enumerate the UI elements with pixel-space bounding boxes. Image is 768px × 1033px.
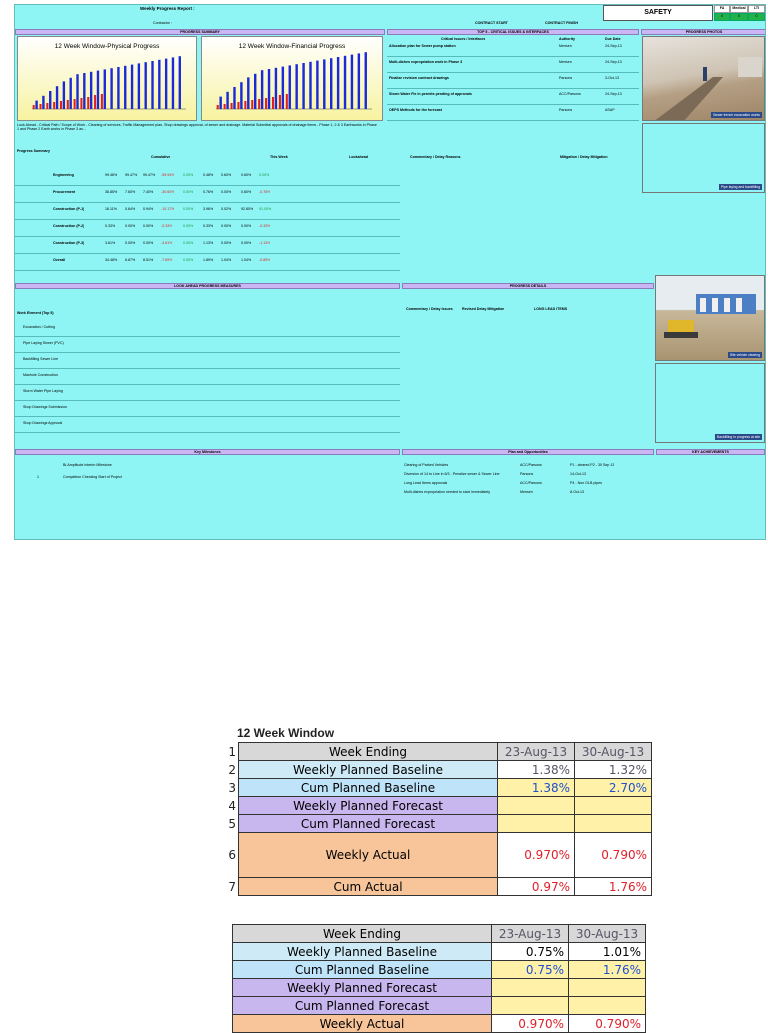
lookahead-divider bbox=[15, 336, 400, 337]
week-2-value: 30-Aug-13 bbox=[575, 743, 652, 761]
summary-cell: 0.00% bbox=[143, 224, 154, 228]
planned-bar bbox=[254, 74, 256, 109]
planned-bar bbox=[76, 74, 78, 109]
issue-text: OEPS Methods for the forecast bbox=[389, 108, 442, 112]
planned-bar bbox=[179, 56, 181, 109]
planned-bar bbox=[330, 58, 332, 109]
zoom-row bbox=[233, 943, 646, 961]
week-2-value: 0.790% bbox=[575, 833, 652, 878]
issue-party: Mensen bbox=[559, 44, 572, 48]
zoom-table-1 bbox=[222, 742, 652, 896]
look-ahead-bar: LOOK AHEAD PROGRESS MEASURES bbox=[15, 283, 400, 289]
row-label: Cum Planned Forecast bbox=[239, 815, 498, 833]
row-number: 3 bbox=[228, 780, 236, 795]
row-label: Cum Planned Forecast bbox=[233, 997, 492, 1015]
actual-bar bbox=[265, 98, 267, 109]
summary-cell: 18.11% bbox=[105, 207, 117, 211]
planned-bar bbox=[138, 63, 140, 109]
lookahead-table bbox=[15, 295, 400, 440]
planned-bar bbox=[117, 67, 119, 109]
issue-text: Multi-dishes expropriation work in Phase 3 bbox=[389, 60, 463, 64]
actual-bar bbox=[80, 98, 82, 109]
planned-bar bbox=[49, 91, 51, 109]
row-label: Weekly Actual bbox=[239, 833, 498, 878]
issue-divider bbox=[387, 120, 639, 121]
week-1-value: 1.38% bbox=[498, 761, 575, 779]
actual-bar bbox=[279, 95, 281, 109]
week-2-value bbox=[575, 815, 652, 833]
actual-bar bbox=[224, 104, 226, 109]
plan-date: P1 - cleared P2 - 30 Sep 13 bbox=[570, 463, 615, 467]
row-label: Cum Planned Baseline bbox=[239, 779, 498, 797]
safety-box: SAFETY bbox=[603, 5, 713, 21]
summary-cell: 0.64% bbox=[125, 207, 136, 211]
planned-bar bbox=[131, 65, 133, 109]
planned-bar bbox=[358, 53, 360, 109]
actual-bar bbox=[251, 100, 253, 109]
summary-cell: 0.00% bbox=[241, 224, 252, 228]
actual-bar bbox=[237, 102, 239, 109]
summary-cell: 34.48% bbox=[105, 258, 118, 262]
zoom-row bbox=[222, 761, 652, 779]
summary-divider bbox=[15, 185, 400, 186]
planned-bar bbox=[316, 61, 318, 109]
contract-finish-label: CONTRACT FINISH bbox=[545, 21, 578, 25]
actual-bar bbox=[286, 94, 288, 109]
issue-divider bbox=[387, 88, 639, 89]
week-2-value: 1.76% bbox=[575, 878, 652, 896]
plan-by: Parsons bbox=[520, 472, 534, 476]
photo-2-caption: Pipe laying and backfilling bbox=[720, 185, 760, 189]
progress-summary-bar: PROGRESS SUMMARY bbox=[15, 29, 385, 35]
milestone-desc: Bi-Amplitude Interim Milestone bbox=[63, 463, 112, 467]
planned-bar bbox=[337, 57, 339, 109]
milestone-desc: Completion Checking Start of Project bbox=[63, 475, 122, 479]
milestone-list bbox=[15, 457, 400, 517]
zoom-row bbox=[222, 779, 652, 797]
planned-bar bbox=[124, 66, 126, 109]
physical-chart-svg bbox=[18, 37, 198, 122]
summary-cell: -10.17% bbox=[161, 207, 175, 211]
summary-cell: 1.89% bbox=[203, 258, 214, 262]
week-2-value: 30-Aug-13 bbox=[569, 925, 646, 943]
planned-bar bbox=[309, 62, 311, 109]
critical-issues-list bbox=[387, 36, 639, 124]
summary-cell: 0.00% bbox=[221, 224, 232, 228]
lookahead-divider bbox=[15, 416, 400, 417]
safety-value-lti: 0 bbox=[748, 13, 765, 21]
summary-cell: 6.87% bbox=[125, 258, 136, 262]
row-number: 6 bbox=[228, 848, 236, 862]
row-label: Weekly Planned Baseline bbox=[233, 943, 492, 961]
financial-chart-svg bbox=[202, 37, 384, 122]
progress-details-bar: PROGRESS DETAILS bbox=[402, 283, 654, 289]
issue-date: 3-Oct-13 bbox=[605, 76, 619, 80]
lookahead-row-label: Shop Drawings Submission bbox=[23, 405, 67, 409]
actual-bar bbox=[87, 97, 89, 109]
actual-bar bbox=[33, 105, 35, 109]
planned-bar bbox=[104, 69, 106, 109]
summary-cell: 0.00% bbox=[183, 207, 194, 211]
lookahead-row-label: Manhole Construction bbox=[23, 373, 58, 377]
week-1-value bbox=[498, 815, 575, 833]
summary-row-label: Engineering bbox=[53, 173, 74, 177]
actual-bar bbox=[94, 95, 96, 109]
lookahead-row-label: Storm Water Pipe Laying bbox=[23, 389, 63, 393]
actual-bar bbox=[67, 100, 69, 109]
summary-cell: 1.04% bbox=[241, 258, 252, 262]
issue-text: Finalize revision contract drawings bbox=[389, 76, 449, 80]
lookahead-row-label: Backfilling Sewer Line bbox=[23, 357, 59, 361]
summary-cell: 91.00% bbox=[259, 207, 272, 211]
planned-bar bbox=[268, 69, 270, 109]
plan-date: P4 - Non OLB pipes bbox=[570, 481, 602, 485]
plan-list bbox=[402, 457, 654, 517]
issue-divider bbox=[387, 104, 639, 105]
zoom-row bbox=[233, 925, 646, 943]
summary-cell: 0.33% bbox=[203, 224, 214, 228]
week-1-value: 0.970% bbox=[492, 1015, 569, 1033]
actual-bar bbox=[101, 94, 103, 109]
photo-3-svg bbox=[656, 276, 765, 361]
week-2-value: 1.01% bbox=[569, 943, 646, 961]
issue-party: Parsons bbox=[559, 108, 573, 112]
summary-cell: -30.60% bbox=[161, 190, 175, 194]
key-milestones-bar: Key Milestones bbox=[15, 449, 400, 455]
report-title: Weekly Progress Report : bbox=[140, 6, 195, 11]
week-1-value bbox=[492, 979, 569, 997]
issue-date: ASAP bbox=[605, 108, 615, 112]
progress-photo-3 bbox=[655, 275, 765, 361]
planned-bar bbox=[83, 73, 85, 109]
safety-header-medical: Medical bbox=[730, 5, 748, 13]
actual-bar bbox=[272, 97, 274, 109]
summary-divider bbox=[15, 236, 400, 237]
summary-row-label: Construction (P-1) bbox=[53, 207, 85, 211]
lookahead-row-label: Excavation / Cutting bbox=[23, 325, 55, 329]
zoom-row bbox=[222, 797, 652, 815]
week-2-value: 1.76% bbox=[569, 961, 646, 979]
issue-party: Parsons bbox=[559, 76, 573, 80]
summary-cell: 0.00% bbox=[183, 241, 194, 245]
row-label: Weekly Planned Baseline bbox=[239, 761, 498, 779]
summary-cell: 92.80% bbox=[241, 207, 254, 211]
actual-bar bbox=[74, 99, 76, 109]
summary-cell: 0.00% bbox=[183, 173, 194, 177]
physical-chart-title: 12 Week Window-Physical Progress bbox=[54, 43, 160, 50]
photo-1-svg bbox=[643, 37, 765, 121]
row-label: Weekly Actual bbox=[233, 1015, 492, 1033]
financial-progress-chart bbox=[201, 36, 383, 121]
summary-cell: 0.00% bbox=[221, 241, 232, 245]
row-number: 2 bbox=[228, 762, 236, 777]
progress-photo-2-area bbox=[642, 123, 765, 193]
issue-text: Storm Water Fix in permits pending of approvals bbox=[389, 92, 472, 96]
planned-bar bbox=[302, 63, 304, 109]
zoom-row bbox=[233, 997, 646, 1015]
plan-text: Clearing of Parked Vehicles bbox=[404, 463, 449, 467]
photo-4-caption: Backfilling in progress at site bbox=[717, 435, 760, 439]
summary-cell: 0.00% bbox=[241, 241, 252, 245]
planned-bar bbox=[158, 60, 160, 109]
plan-by: ACC/Parsons bbox=[520, 463, 542, 467]
summary-cell: 0.02% bbox=[221, 207, 232, 211]
zoom-row bbox=[222, 833, 652, 878]
week-1-value: 1.38% bbox=[498, 779, 575, 797]
summary-row-label: Construction (P-3) bbox=[53, 241, 85, 245]
planned-bar bbox=[35, 101, 37, 109]
planned-bar bbox=[97, 71, 99, 109]
summary-cell: 0.00% bbox=[143, 241, 154, 245]
safety-value-fa: 0 bbox=[714, 13, 730, 21]
critical-issues-bar: TOP 5 - CRITICAL ISSUES & INTERFACES bbox=[387, 29, 639, 35]
zoom-row bbox=[222, 815, 652, 833]
plan-date: 14-Oct-13 bbox=[570, 472, 586, 476]
planned-bar bbox=[351, 55, 353, 109]
physical-progress-chart bbox=[17, 36, 197, 121]
lookahead-divider bbox=[15, 352, 400, 353]
planned-bar bbox=[365, 52, 367, 109]
notes-text: Look Ahead - Critical Path / Scope of Work - Cleaning of services, Traffic Management plan, Shop drawings approval, of sewer and drainage. Material Submittal approvals of drainage items - Phase 1, 2 & 3 Earthworks in Phase 1 and Phase 2 Earth works in Phase 3 as... bbox=[17, 123, 377, 132]
week-1-value: 0.75% bbox=[492, 943, 569, 961]
progress-photos-bar: PROGRESS PHOTOS bbox=[641, 29, 766, 35]
summary-cell: 7.60% bbox=[125, 190, 136, 194]
planned-bar bbox=[145, 62, 147, 109]
financial-chart-title: 12 Week Window-Financial Progress bbox=[238, 43, 346, 50]
week-1-value bbox=[492, 997, 569, 1015]
summary-cell: -0.76% bbox=[259, 190, 271, 194]
actual-bar bbox=[258, 99, 260, 109]
summary-row-label: Overall bbox=[53, 258, 66, 262]
summary-cell: -0.33% bbox=[259, 224, 271, 228]
planned-bar bbox=[226, 92, 228, 109]
issues-header: Critical Issues / Interfaces bbox=[441, 37, 486, 41]
actual-bar bbox=[231, 103, 233, 109]
photo-3-caption: Site vehicle clearing bbox=[729, 353, 760, 357]
summary-cell: 0.60% bbox=[241, 173, 252, 177]
progress-photo-1 bbox=[642, 36, 765, 121]
lookahead-header: Lookahead bbox=[349, 155, 368, 159]
long-lead-header: LONG LEAD ITEMS bbox=[534, 307, 568, 311]
lookahead-divider bbox=[15, 384, 400, 385]
week-2-value: 0.790% bbox=[569, 1015, 646, 1033]
actual-bar bbox=[60, 101, 62, 109]
week-1-value: 0.97% bbox=[498, 878, 575, 896]
actual-bar bbox=[217, 105, 219, 109]
week-2-value: 2.70% bbox=[575, 779, 652, 797]
summary-cell: 0.48% bbox=[203, 173, 214, 177]
actual-bar bbox=[46, 103, 48, 109]
planned-bar bbox=[282, 67, 284, 109]
planned-bar bbox=[247, 77, 249, 109]
row-number: 5 bbox=[228, 816, 236, 831]
photo-1-caption: Sewer trench excavation works bbox=[713, 113, 760, 117]
summary-cell: 0.60% bbox=[221, 173, 232, 177]
work-element-header: Work Element (Top 5) bbox=[17, 311, 54, 315]
row-label: Weekly Planned Forecast bbox=[239, 797, 498, 815]
issue-divider bbox=[387, 72, 639, 73]
safety-header-fa: FA bbox=[714, 5, 730, 13]
plan-text: Multi-dishes expropriation needed to start immediately bbox=[404, 490, 491, 494]
cumulative-header: Cumulative bbox=[151, 155, 171, 159]
revised-delay-header: Revised Delay Mitigation bbox=[462, 307, 505, 311]
contract-start-label: CONTRACT START bbox=[475, 21, 508, 25]
progress-photo-4-area bbox=[655, 363, 765, 443]
actual-bar bbox=[40, 104, 42, 109]
summary-cell: 0.00% bbox=[221, 190, 232, 194]
plan-date: 8-Oct-13 bbox=[570, 490, 584, 494]
planned-bar bbox=[323, 59, 325, 109]
summary-row-label: Construction (P-2) bbox=[53, 224, 85, 228]
planned-bar bbox=[240, 82, 242, 109]
zoom-title: 12 Week Window bbox=[237, 726, 335, 740]
week-1-value: 0.970% bbox=[498, 833, 575, 878]
week-2-value bbox=[575, 797, 652, 815]
summary-cell: -1.13% bbox=[259, 241, 271, 245]
planned-bar bbox=[172, 57, 174, 109]
summary-divider bbox=[15, 270, 400, 271]
summary-cell: -0.85% bbox=[259, 258, 271, 262]
details-commentary-header: Commentary / Delay Issues bbox=[406, 307, 453, 311]
planned-bar bbox=[56, 86, 58, 109]
planned-bar bbox=[63, 81, 65, 109]
milestone-number: 1 bbox=[37, 475, 39, 479]
summary-cell: 3.61% bbox=[105, 241, 116, 245]
summary-cell: 99.47% bbox=[125, 173, 138, 177]
zoom-table-2 bbox=[232, 924, 646, 1033]
summary-cell: 3.96% bbox=[203, 207, 214, 211]
authority-header: Authority bbox=[559, 37, 575, 41]
summary-cell: 0.76% bbox=[203, 190, 214, 194]
row-label: Week Ending bbox=[239, 743, 498, 761]
summary-cell: 0.00% bbox=[183, 224, 194, 228]
progress-details-panel bbox=[402, 295, 654, 440]
planned-bar bbox=[151, 61, 153, 109]
planned-bar bbox=[295, 64, 297, 109]
summary-cell: 99.47% bbox=[143, 173, 156, 177]
summary-cell: 99.46% bbox=[105, 173, 118, 177]
week-2-value: 1.32% bbox=[575, 761, 652, 779]
issue-party: Mensen bbox=[559, 60, 572, 64]
row-label: Cum Planned Baseline bbox=[233, 961, 492, 979]
summary-cell: 0.00% bbox=[183, 258, 194, 262]
summary-divider bbox=[15, 202, 400, 203]
summary-divider bbox=[15, 219, 400, 220]
row-label: Week Ending bbox=[233, 925, 492, 943]
summary-cell: 0.00% bbox=[259, 173, 270, 177]
zoom-row bbox=[233, 961, 646, 979]
plan-text: Diversion of 14 to Line in 6/3 - Penalize sewer & Sewer Line bbox=[404, 472, 500, 476]
progress-summary-table bbox=[15, 149, 400, 281]
summary-cell: 7.40% bbox=[143, 190, 154, 194]
progress-report-sheet bbox=[14, 4, 766, 540]
zoom-row bbox=[233, 979, 646, 997]
week-1-value: 0.75% bbox=[492, 961, 569, 979]
planned-bar bbox=[261, 70, 263, 109]
plan-by: ACC/Parsons bbox=[520, 481, 542, 485]
summary-cell: -99.94% bbox=[161, 173, 175, 177]
summary-cell: 36.85% bbox=[105, 190, 118, 194]
planned-bar bbox=[70, 78, 72, 109]
summary-cell: 0.00% bbox=[183, 190, 194, 194]
lookahead-divider bbox=[15, 368, 400, 369]
week-2-value bbox=[569, 997, 646, 1015]
plan-opportunities-bar: Plan and Opportunities bbox=[402, 449, 654, 455]
summary-divider bbox=[15, 253, 400, 254]
row-label: Cum Actual bbox=[239, 878, 498, 896]
plan-by: Mensen bbox=[520, 490, 533, 494]
planned-bar bbox=[219, 97, 221, 109]
planned-bar bbox=[344, 56, 346, 109]
lookahead-row-label: Shop Drawings Approval bbox=[23, 421, 63, 425]
plan-text: Long Lead Items approvals bbox=[404, 481, 448, 485]
actual-bar bbox=[53, 102, 55, 109]
week-1-value bbox=[498, 797, 575, 815]
row-number: 1 bbox=[228, 744, 236, 759]
actual-bar bbox=[244, 101, 246, 109]
commentary-header: Commentary / Delay Reasons bbox=[410, 155, 461, 159]
row-label: Weekly Planned Forecast bbox=[233, 979, 492, 997]
lookahead-divider bbox=[15, 400, 400, 401]
lookahead-row-label: Pipe Laying Sewer (PVC) bbox=[23, 341, 64, 345]
issue-divider bbox=[387, 56, 639, 57]
week-2-value bbox=[569, 979, 646, 997]
summary-cell: 1.04% bbox=[221, 258, 232, 262]
row-number: 7 bbox=[228, 879, 236, 894]
planned-bar bbox=[289, 65, 291, 109]
summary-cell: 8.51% bbox=[143, 258, 154, 262]
planned-bar bbox=[42, 96, 44, 109]
issue-date: 24-Sep-13 bbox=[605, 44, 622, 48]
summary-cell: -7.69% bbox=[161, 258, 173, 262]
issue-date: 24-Sep-13 bbox=[605, 92, 622, 96]
summary-cell: 1.13% bbox=[203, 241, 214, 245]
planned-bar bbox=[165, 59, 167, 109]
week-1-value: 23-Aug-13 bbox=[498, 743, 575, 761]
issue-text: Allocation plan for Sewer pump station bbox=[389, 44, 456, 48]
commentary-panel bbox=[400, 155, 640, 281]
planned-bar bbox=[233, 87, 235, 109]
issue-date: 24-Sep-13 bbox=[605, 60, 622, 64]
planned-bar bbox=[275, 68, 277, 109]
summary-cell: 0.94% bbox=[143, 207, 154, 211]
mitigation-header: Mitigation / Delay Mitigation bbox=[560, 155, 608, 159]
safety-header-lti: LTI bbox=[748, 5, 765, 13]
summary-cell: 0.60% bbox=[241, 190, 252, 194]
contractor-label: Contractor : bbox=[153, 21, 172, 25]
safety-value-medical: 0 bbox=[730, 13, 748, 21]
row-number: 4 bbox=[228, 798, 236, 813]
summary-cell: 0.33% bbox=[105, 224, 116, 228]
summary-row-label: Procurement bbox=[53, 190, 76, 194]
key-achievements-bar: KEY ACHIEVEMENTS bbox=[656, 449, 765, 455]
summary-cell: -3.61% bbox=[161, 241, 173, 245]
issue-party: ACC/Parsons bbox=[559, 92, 581, 96]
progress-summary-label: Progress Summary bbox=[17, 149, 50, 153]
summary-cell: -0.33% bbox=[161, 224, 173, 228]
lookahead-divider bbox=[15, 432, 400, 433]
week-1-value: 23-Aug-13 bbox=[492, 925, 569, 943]
this-week-header: This Week bbox=[270, 155, 288, 159]
summary-cell: 0.00% bbox=[125, 224, 136, 228]
planned-bar bbox=[90, 72, 92, 109]
zoom-row bbox=[222, 878, 652, 896]
zoom-row bbox=[222, 743, 652, 761]
summary-cell: 0.00% bbox=[125, 241, 136, 245]
planned-bar bbox=[110, 68, 112, 109]
due-date-header: Due Date bbox=[605, 37, 621, 41]
